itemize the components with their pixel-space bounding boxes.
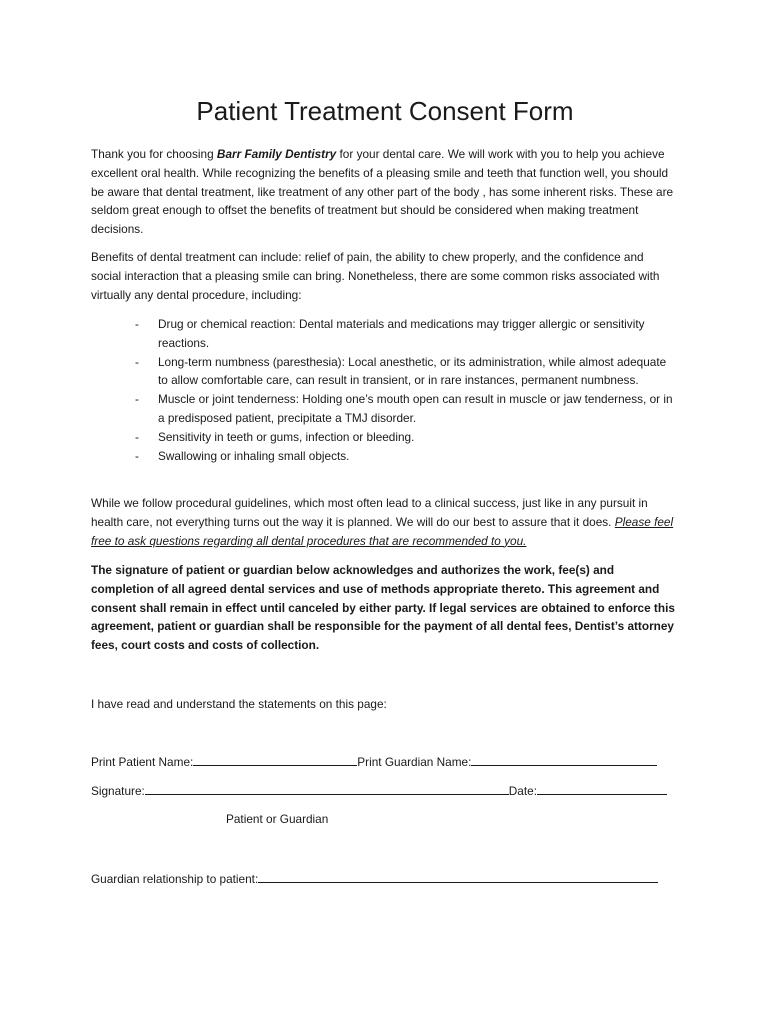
practice-name: Barr Family Dentistry	[216, 147, 337, 161]
guardian-name-field[interactable]	[471, 752, 657, 766]
signature-row	[91, 781, 667, 800]
patient-name-field[interactable]	[193, 752, 357, 766]
patient-name-label: Print Patient Name:	[91, 755, 194, 769]
signature-caption: Patient or Guardian	[226, 812, 329, 826]
bullet-dash: -	[135, 448, 139, 463]
procedural-text: While we follow procedural guidelines, which most often lead to a clinical success, just like in any pursuit in health care, not everything turns out the way it is planned. We will do our best to assure that it does.	[91, 496, 648, 529]
agreement-paragraph: The signature of patient or guardian below acknowledges and authorizes the work, fee(s) and completion of all agreed dental services and use of methods appropriate thereto. This agreement and consent shall remain in effect until canceled by either party. If legal services are obtained to enforce this agreement, patient or guardian shall be responsible for the payment of all dental fees, Dentist’s attorney fees, court costs and costs of collection.	[91, 563, 675, 653]
risks-list	[91, 315, 677, 465]
risk-item	[91, 353, 677, 391]
risk-text: Sensitivity in teeth or gums, infection or bleeding.	[158, 429, 415, 444]
risk-text: Drug or chemical reaction: Dental materials and medications may trigger allergic or sensitivity reactions.	[158, 317, 645, 350]
risk-text: Long-term numbness (paresthesia): Local anesthetic, or its administration, while almost adequate to allow comfortable care, can result in transient, or in rare instances, permanent numbness.	[158, 354, 667, 388]
relationship-field[interactable]	[258, 869, 658, 883]
risk-text: Swallowing or inhaling small objects.	[158, 448, 350, 463]
risk-item	[91, 390, 677, 428]
questions-note: Please feel free to ask questions regarding all dental procedures that are recommended to you.	[91, 514, 674, 548]
risk-text: Muscle or joint tenderness: Holding one’s mouth open can result in muscle or jaw tenderness, or in a predisposed patient, precipitate a TMJ disorder.	[158, 392, 673, 425]
bullet-dash: -	[135, 429, 139, 444]
bullet-dash: -	[135, 354, 139, 369]
page-title: Patient Treatment Consent Form	[196, 96, 574, 126]
risk-item	[91, 447, 677, 466]
procedural-paragraph	[91, 494, 677, 550]
signature-field[interactable]	[145, 781, 509, 795]
signature-label: Signature:	[91, 784, 145, 798]
bullet-dash: -	[135, 317, 139, 331]
relationship-row	[91, 869, 658, 888]
name-fields-row	[91, 752, 657, 771]
relationship-label: Guardian relationship to patient:	[91, 872, 259, 886]
intro-paragraph	[91, 145, 677, 239]
intro-before: Thank you for choosing	[91, 147, 217, 161]
benefits-paragraph: Benefits of dental treatment can include: relief of pain, the ability to chew properly, and the confidence and social interaction that a pleasing smile can bring. Nonetheless, there are some common risks associated with virtually any dental procedure, including:	[91, 250, 660, 302]
acknowledge-statement: I have read and understand the statements on this page:	[91, 697, 387, 711]
risk-item	[91, 315, 677, 353]
guardian-name-label: Print Guardian Name:	[357, 755, 472, 769]
date-field[interactable]	[537, 781, 667, 795]
date-label: Date:	[508, 784, 537, 798]
intro-after: for your dental care. We will work with you to help you achieve excellent oral health. While recognizing the benefits of a pleasing smile and teeth that function well, you should be aware that dental treatment, like treatment of any other part of the body , has some inherent risks. These are seldom great enough to offset the benefits of treatment but should be considered when making treatment decisions.	[91, 147, 674, 237]
risk-item	[91, 428, 677, 447]
bullet-dash: -	[135, 392, 139, 407]
